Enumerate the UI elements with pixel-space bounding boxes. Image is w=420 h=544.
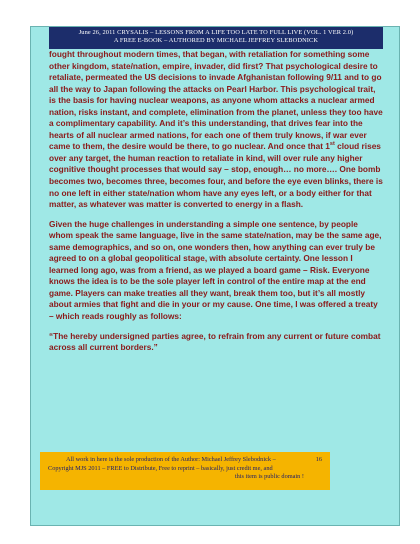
- page-header: [49, 27, 383, 49]
- paragraph-1-text-b: cloud rises over any target, the human reaction to retaliate in kind, will over rule any higher cognitive thought processes that would say – stop, enough… no more…. One bomb becomes two, becomes three, becomes four, and before the eye even blinks, there is no one left in either state/nation whom have any eyes left, or a body either for that matter, as whatever was matter is converted to energy in a flash.: [49, 141, 383, 210]
- footer-line-1: [48, 456, 322, 465]
- footer-copyright-line: Copyright MJS 2011 – FREE to Distribute, Free to reprint – basically, just credit me, and: [48, 464, 273, 472]
- paragraph-1-text-a: fought throughout modern times, that began, with retaliation for something some other kingdom, state/nation, empire, invader, did first? That psychological desire to retaliate, permeated the US decisions to invade Afghanistan following 9/11 and to go all the way to Japan following the attacks on Pearl Harbor. This psychological trait, is the basis for having nuclear weapons, as anyone whom attacks a nuclear armed nation, risks instant, and complete, elimination from the planet, unless they too have a complimentary capability. And it’s this understanding, that drives fear into the hearts of all nuclear armed nations, for each one of them truly knows, if war ever came to them, the desire would be there, to go nuclear. And once that 1: [49, 49, 383, 152]
- paragraph-1: [49, 49, 383, 211]
- treaty-quote: “The hereby undersigned parties agree, to refrain from any current or future combat across all current borders.”: [49, 330, 381, 353]
- page-body: [49, 49, 383, 362]
- header-author-line: A FREE E-BOOK – AUTHORED BY MICHAEL JEFFREY SLEBODNICK: [113, 37, 319, 44]
- paragraph-2: Given the huge challenges in understanding a simple one sentence, by people whom speak the same language, live in the same state/nation, may be the same age, same demographics, and so on, one wonders then, how anything can ever truly be agreed to on a global geopolitical stage, with absolute certainty. One lesson I learned long ago, was from a friend, as we played a board game – Risk. Everyone knows the idea is to be the sole player left in control of the entire map at the end game. Players can make treaties all they want, break them too, but it’s all mostly about armies that fight and die in your or my cause. One time, I was offered a treaty – which reads roughly as follows:: [49, 218, 382, 322]
- footer-public-domain-line: this item is public domain !: [234, 473, 304, 481]
- ordinal-superscript: st: [329, 141, 335, 148]
- header-title-line: June 26, 2011 CRYSALIS – LESSONS FROM A LIFE TOO LATE TO FULL LIVE (VOL. 1 VER 2.0): [78, 29, 354, 36]
- footer-author-text: All work in here is the sole production of the Author: Michael Jeffrey Slebodnick –: [66, 456, 276, 463]
- page-footer: [40, 452, 330, 490]
- ebook-page: [30, 26, 400, 526]
- page-number: 16: [315, 456, 322, 463]
